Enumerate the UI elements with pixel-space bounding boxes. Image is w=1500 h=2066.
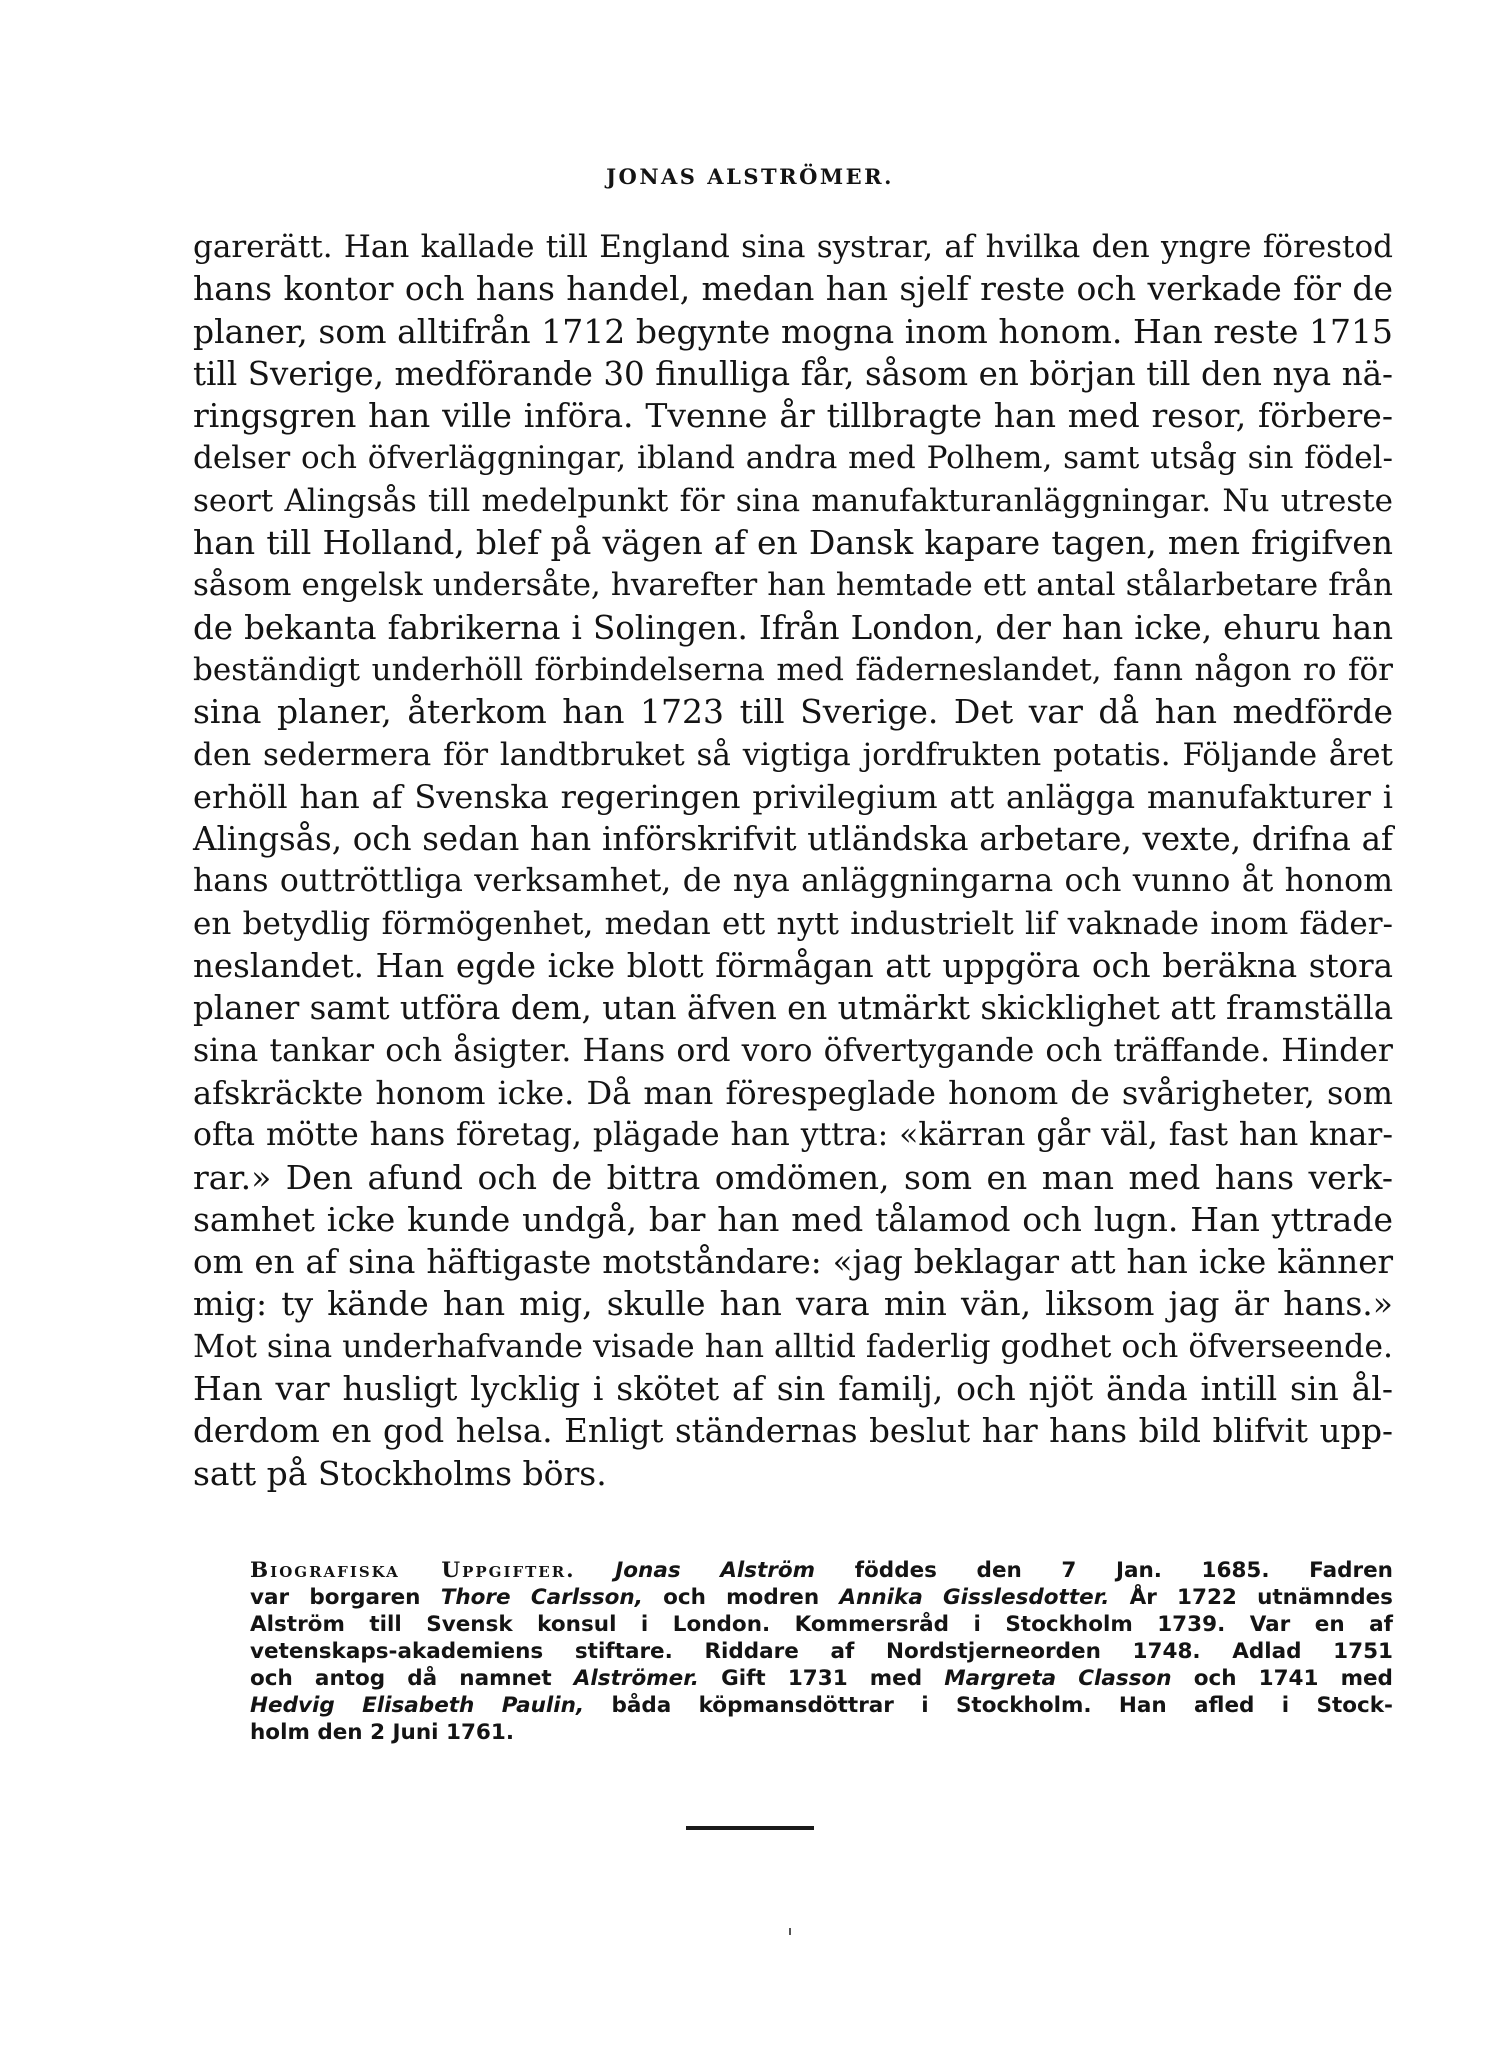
bio-mother: Annika Gisslesdotter. [839, 1585, 1110, 1610]
body-line: om en af sina häftigaste motståndare: «jag beklagar att han icke känner [193, 1243, 1393, 1282]
bio-text: och antog då namnet [250, 1666, 552, 1691]
body-line: ofta mötte hans företag, plägade han yttra: «kärran går väl, fast han knar- [193, 1117, 1393, 1154]
body-line: samhet icke kunde undgå, bar han med tålamod och lugn. Han yttrade [193, 1199, 1393, 1239]
body-line: de bekanta fabrikerna i Solingen. Ifrån London, der han icke, ehuru han [193, 608, 1393, 647]
body-line: seort Alingsås till medelpunkt för sina manufakturanläggningar. Nu utreste [193, 482, 1393, 519]
body-line: delser och öfverläggningar, ibland andra med Polhem, samt utsåg sin födel- [193, 440, 1393, 477]
bio-text: och 1741 med [1193, 1666, 1393, 1691]
body-line: han till Holland, blef på vägen af en Dansk kapare tagen, men frigifven [193, 523, 1393, 563]
body-line: garerätt. Han kallade till England sina systrar, af hvilka den yngre förestod [193, 229, 1393, 265]
body-line: planer, som alltifrån 1712 begynte mogna inom honom. Han reste 1715 [193, 311, 1393, 351]
bio-line: vetenskaps-akademiens stiftare. Riddare af Nordstjerneorden 1748. Adlad 1751 [250, 1639, 1393, 1664]
body-line: mig: ty kände han mig, skulle han vara min vän, liksom jag är hans.» [193, 1284, 1393, 1324]
body-line: den sedermera för landtbruket så vigtiga jordfrukten potatis. Följande året [193, 736, 1393, 773]
body-line: neslandet. Han egde icke blott förmågan att uppgöra och beräkna stora [193, 947, 1393, 986]
body-line: derdom en god helsa. Enligt ständernas beslut har hans bild blifvit upp- [193, 1412, 1393, 1451]
bio-name: Alströmer. [573, 1666, 699, 1691]
bio-wife: Margreta Classon [944, 1666, 1172, 1691]
running-head: JONAS ALSTRÖMER. [606, 164, 894, 189]
body-line: sina planer, återkom han 1723 till Sverige. Det var då han medförde [193, 692, 1393, 732]
body-line: rar.» Den afund och de bittra omdömen, som en man med hans verk- [193, 1157, 1393, 1197]
body-line: till Sverige, medförande 30 finulliga får, såsom en början till den nya nä- [193, 354, 1393, 393]
bio-name: Jonas Alström [615, 1558, 816, 1583]
body-line: planer samt utföra dem, utan äfven en utmärkt skicklighet att framställa [193, 989, 1394, 1028]
body-line: Han var husligt lycklig i skötet af sin familj, och njöt ända intill sin ål- [193, 1369, 1393, 1409]
bio-line [250, 1665, 1393, 1692]
body-line: såsom engelsk undersåte, hvarefter han hemtade ett antal stålarbetare från [193, 567, 1393, 604]
section-divider [686, 1826, 814, 1830]
bio-text: båda köpmansdöttrar i Stockholm. Han afled i Stock- [611, 1693, 1393, 1718]
biography-note [250, 1557, 1393, 1746]
body-line: satt på Stockholms börs. [193, 1453, 607, 1493]
bio-line [250, 1692, 1393, 1719]
bio-father: Thore Carlsson, [440, 1585, 643, 1610]
bio-wife: Hedvig Elisabeth Paulin, [250, 1693, 585, 1718]
body-line: afskräckte honom icke. Då man förespeglade honom de svårigheter, som [193, 1073, 1393, 1112]
body-line: beständigt underhöll förbindelserna med fäderneslandet, fann någon ro för [193, 651, 1393, 688]
bio-line: holm den 2 Juni 1761. [250, 1720, 515, 1745]
body-line: sina tankar och åsigter. Hans ord voro öfvertygande och träffande. Hinder [193, 1032, 1393, 1069]
bio-line [250, 1584, 1393, 1611]
body-text [193, 226, 1393, 1495]
bio-text: var borgaren [250, 1585, 421, 1610]
body-line: Alingsås, och sedan han införskrifvit utländska arbetare, vexte, drifna af [193, 820, 1393, 859]
bio-text: och modren [663, 1585, 820, 1610]
body-line: en betydlig förmögenhet, medan ett nytt industrielt lif vaknade inom fäder- [193, 905, 1393, 942]
bio-text: föddes den 7 Jan. 1685. Fadren [854, 1558, 1393, 1583]
bio-line: Alström till Svensk konsul i London. Kommersråd i Stockholm 1739. Var en af [250, 1612, 1393, 1637]
print-speck [789, 1928, 791, 1935]
bio-line [250, 1557, 1393, 1584]
body-line: hans outtröttliga verksamhet, de nya anläggningarna och vunno åt honom [193, 863, 1393, 900]
bio-text: Gift 1731 med [721, 1666, 923, 1691]
body-line: ringsgren han ville införa. Tvenne år tillbragte han med resor, förbere- [193, 396, 1393, 436]
bio-heading: Biografiska Uppgifter. [250, 1558, 576, 1583]
body-line: hans kontor och hans handel, medan han sjelf reste och verkade för de [193, 269, 1393, 309]
body-line: erhöll han af Svenska regeringen privilegium att anlägga manufakturer i [193, 777, 1393, 816]
bio-text: År 1722 utnämndes [1129, 1585, 1393, 1610]
body-line: Mot sina underhafvande visade han alltid faderlig godhet och öfverseende. [193, 1328, 1393, 1365]
